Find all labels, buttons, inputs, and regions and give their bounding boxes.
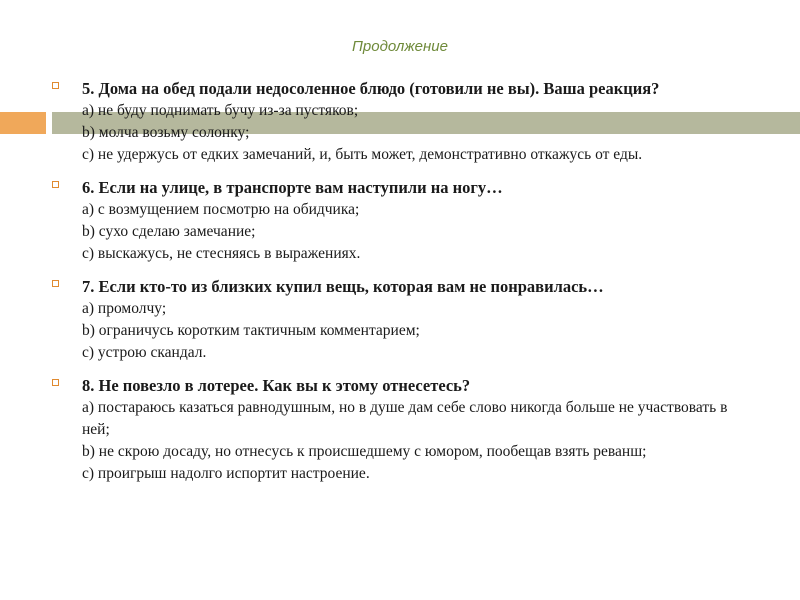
question-text: 8. Не повезло в лотерее. Как вы к этому отнесетесь? bbox=[82, 376, 471, 395]
question-text: 5. Дома на обед подали недосоленное блюдо (готовили не вы). Ваша реакция? bbox=[82, 79, 660, 98]
answer-option-b: b) сухо сделаю замечание; bbox=[82, 223, 256, 240]
square-bullet-icon bbox=[52, 379, 59, 386]
question-item-6 bbox=[0, 177, 800, 265]
question-item-7 bbox=[0, 276, 800, 364]
answer-option-c: c) выскажусь, не стесняясь в выражениях. bbox=[82, 245, 361, 262]
answer-option-a: а) постараюсь казаться равнодушным, но в душе дам себе слово никогда больше не участвовать в ней; bbox=[82, 399, 728, 438]
slide-title: Продолжение bbox=[352, 38, 448, 55]
question-item-5 bbox=[0, 78, 800, 166]
answer-option-b: b) молча возьму солонку; bbox=[82, 124, 250, 141]
square-bullet-icon bbox=[52, 82, 59, 89]
square-bullet-icon bbox=[52, 280, 59, 287]
answer-option-c: c) устрою скандал. bbox=[82, 344, 207, 361]
answer-option-a: а) не буду поднимать бучу из-за пустяков; bbox=[82, 102, 359, 119]
answer-option-a: а) с возмущением посмотрю на обидчика; bbox=[82, 201, 360, 218]
answer-option-b: b) не скрою досаду, но отнесусь к происшедшему с юмором, пообещав взять реванш; bbox=[82, 443, 647, 460]
answer-option-c: c) не удержусь от едких замечаний, и, быть может, демонстративно откажусь от еды. bbox=[82, 146, 643, 163]
question-text: 7. Если кто-то из близких купил вещь, которая вам не понравилась… bbox=[82, 277, 604, 296]
square-bullet-icon bbox=[52, 181, 59, 188]
question-item-8 bbox=[0, 375, 800, 485]
answer-option-c: c) проигрыш надолго испортит настроение. bbox=[82, 465, 370, 482]
answer-option-b: b) ограничусь коротким тактичным комментарием; bbox=[82, 322, 420, 339]
question-text: 6. Если на улице, в транспорте вам наступили на ногу… bbox=[82, 178, 503, 197]
answer-option-a: а) промолчу; bbox=[82, 300, 167, 317]
question-list bbox=[0, 78, 800, 496]
